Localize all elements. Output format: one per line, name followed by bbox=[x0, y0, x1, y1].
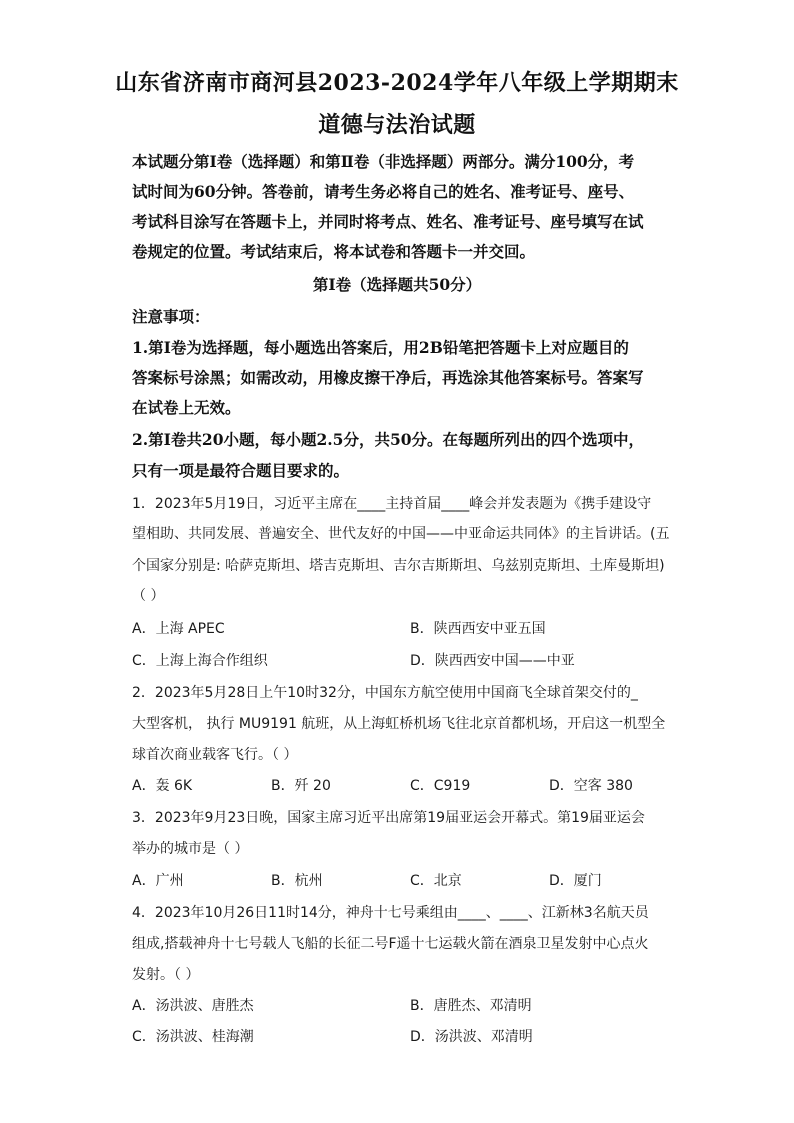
question-4-stem: 组成,搭载神舟十七号载人飞船的长征二号F遥十七运载火箭在酒泉卫星发射中心点火 bbox=[132, 936, 649, 952]
note-line: 答案标号涂黑；如需改动，用橡皮擦干净后，再选涂其他答案标号。答案写 bbox=[132, 368, 644, 387]
question-2-stem: 2．2023年5月28日上午10时32分，中国东方航空使用中国商飞全球首架交付的_ bbox=[132, 685, 638, 701]
intro-line: 卷规定的位置。考试结束后，将本试卷和答题卡一并交回。 bbox=[132, 242, 536, 261]
note-line: 只有一项是最符合题目要求的。 bbox=[132, 461, 350, 480]
question-3-option-d[interactable]: D．厦门 bbox=[549, 873, 602, 889]
question-2-stem: 大型客机， 执行 MU9191 航班，从上海虹桥机场飞往北京首都机场，开启这一机型全 bbox=[132, 716, 666, 732]
question-3-stem: 举办的城市是（ ） bbox=[132, 841, 249, 857]
question-2-stem: 球首次商业载客飞行。（ ） bbox=[132, 747, 298, 763]
intro-line: 考试科目涂写在答题卡上，并同时将考点、姓名、准考证号、座号填写在试 bbox=[132, 212, 644, 231]
question-2-option-d[interactable]: D．空客 380 bbox=[549, 778, 633, 794]
intro-line: 本试题分第Ⅰ卷（选择题）和第Ⅱ卷（非选择题）两部分。满分100分，考 bbox=[132, 152, 635, 171]
question-4-option-d[interactable]: D．汤洪波、邓清明 bbox=[410, 1029, 533, 1045]
section-title: 第Ⅰ卷（选择题共50分） bbox=[312, 275, 482, 294]
question-4-option-b[interactable]: B．唐胜杰、邓清明 bbox=[410, 998, 532, 1014]
question-1-option-d[interactable]: D．陕西西安中国——中亚 bbox=[410, 653, 575, 669]
question-1-option-a[interactable]: A．上海 APEC bbox=[132, 621, 225, 637]
question-3-option-c[interactable]: C．北京 bbox=[410, 873, 462, 889]
question-2-option-b[interactable]: B．歼 20 bbox=[271, 778, 331, 794]
question-2-option-c[interactable]: C．C919 bbox=[410, 778, 471, 794]
question-3-option-a[interactable]: A．广州 bbox=[132, 873, 184, 889]
question-4-option-a[interactable]: A．汤洪波、唐胜杰 bbox=[132, 998, 254, 1014]
question-3-option-b[interactable]: B．杭州 bbox=[271, 873, 323, 889]
question-1-option-c[interactable]: C．上海上海合作组织 bbox=[132, 653, 268, 669]
exam-title-line2: 道德与法治试题 bbox=[318, 112, 476, 138]
note-line: 2.第Ⅰ卷共20小题，每小题2.5分，共50分。在每题所列出的四个选项中， bbox=[132, 430, 645, 449]
notes-heading: 注意事项： bbox=[132, 307, 210, 326]
question-2-option-a[interactable]: A．轰 6K bbox=[132, 778, 193, 794]
note-line: 1.第Ⅰ卷为选择题，每小题选出答案后，用2B铅笔把答题卡上对应题目的 bbox=[132, 338, 629, 357]
exam-title-line1: 山东省济南市商河县2023-2024学年八年级上学期期末 bbox=[115, 70, 679, 96]
note-line: 在试卷上无效。 bbox=[132, 398, 241, 417]
question-1-stem: 1．2023年5月19日，习近平主席在____主持首届____峰会并发表题为《携手建设守 bbox=[132, 496, 652, 512]
intro-line: 试时间为60分钟。答卷前，请考生务必将自己的姓名、准考证号、座号、 bbox=[132, 182, 635, 201]
question-4-stem: 4．2023年10月26日11时14分，神舟十七号乘组由____、____、江新林3名航天员 bbox=[132, 905, 649, 921]
question-1-option-b[interactable]: B．陕西西安中亚五国 bbox=[410, 621, 546, 637]
question-4-stem: 发射。（ ） bbox=[132, 967, 200, 983]
question-1-answer-blank: （ ） bbox=[132, 588, 165, 604]
question-1-stem: 个国家分别是: 哈萨克斯坦、塔吉克斯坦、吉尔吉斯斯坦、乌兹别克斯坦、土库曼斯坦) bbox=[132, 558, 665, 574]
question-4-option-c[interactable]: C．汤洪波、桂海潮 bbox=[132, 1029, 254, 1045]
question-1-stem: 望相助、共同发展、普遍安全、世代友好的中国——中亚命运共同体》的主旨讲话。(五 bbox=[132, 526, 670, 542]
question-3-stem: 3．2023年9月23日晚，国家主席习近平出席第19届亚运会开幕式。第19届亚运会 bbox=[132, 810, 645, 826]
